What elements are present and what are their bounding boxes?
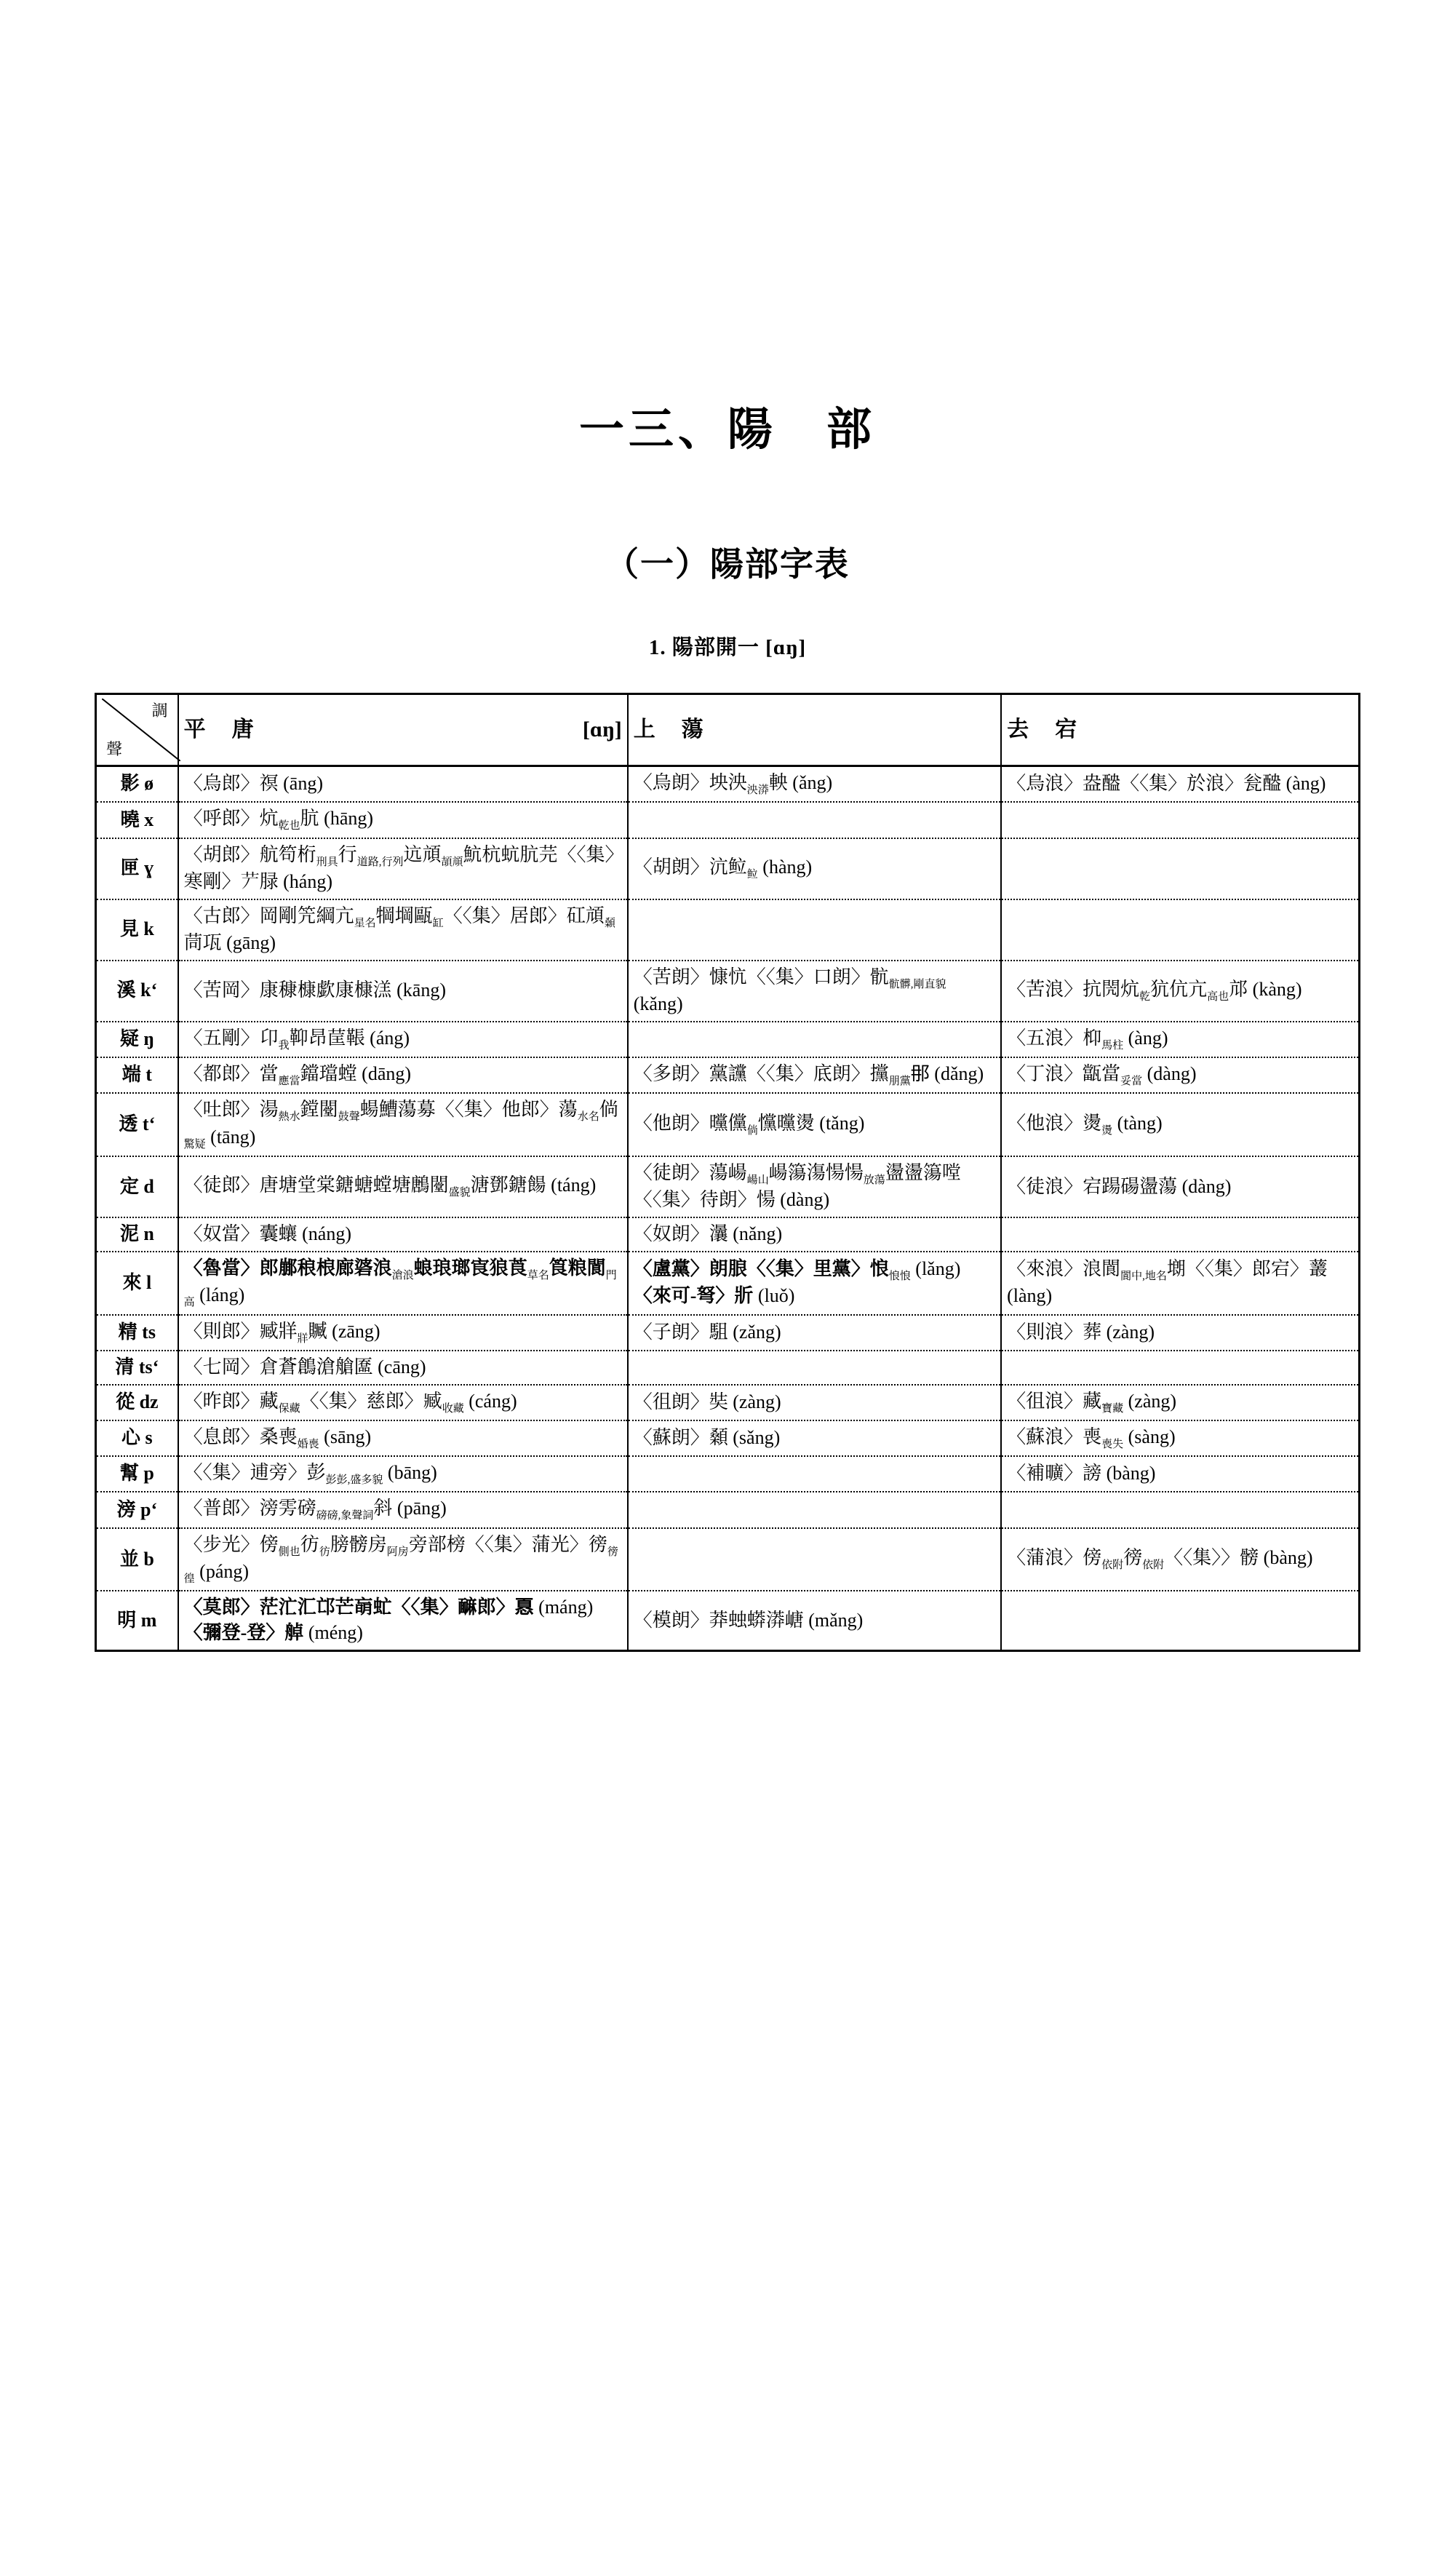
ping-cell: 〈〈集〉逋旁〉彭$_{彭彭,盛多貌}$ (bāng) xyxy=(178,1456,628,1492)
shang-cell: 〈蘇朗〉顙 (sǎng) xyxy=(628,1420,1001,1456)
shang-cell xyxy=(628,1456,1001,1492)
initial-cell: 泥 n xyxy=(96,1217,178,1252)
table-row xyxy=(96,1252,1360,1315)
table-row xyxy=(96,766,1360,803)
header-ping xyxy=(178,694,628,766)
table-row xyxy=(96,1528,1360,1591)
qu-cell xyxy=(1001,1591,1359,1650)
header-qu-tone: 去 xyxy=(1007,717,1029,742)
corner-initial-label: 聲 xyxy=(106,739,123,758)
qu-cell: 〈蘇浪〉喪$_{喪失}$ (sàng) xyxy=(1001,1420,1359,1456)
initial-cell: 定 d xyxy=(96,1156,178,1217)
table-row xyxy=(96,1385,1360,1420)
ping-cell: 〈普郎〉滂雱磅$_{磅磅,象聲詞}$斜 (pāng) xyxy=(178,1492,628,1527)
qu-cell xyxy=(1001,899,1359,961)
qu-cell: 〈五浪〉枊$_{馬柱}$ (àng) xyxy=(1001,1022,1359,1057)
shang-cell xyxy=(628,1022,1001,1057)
table-row xyxy=(96,1315,1360,1351)
initial-cell: 心 s xyxy=(96,1420,178,1456)
shang-cell: 〈苦朗〉慷忼〈〈集〉口朗〉骯$_{骯髒,剛直貌}$ (kǎng) xyxy=(628,961,1001,1022)
qu-cell: 〈烏浪〉盎醠〈〈集〉於浪〉瓮醠 (àng) xyxy=(1001,766,1359,803)
table-row xyxy=(96,961,1360,1022)
header-qu-rhyme: 宕 xyxy=(1055,717,1077,742)
table-row xyxy=(96,1217,1360,1252)
header-ping-tone: 平 xyxy=(183,717,206,742)
shang-cell: 〈他朗〉曭儻$_倘$戃曭燙 (tǎng) xyxy=(628,1093,1001,1156)
corner-tone-label: 調 xyxy=(151,701,168,720)
qu-cell xyxy=(1001,1492,1359,1527)
initial-cell: 影 ø xyxy=(96,766,178,803)
shang-cell: 〈徒朗〉蕩崵$_{崵山}$崵簜漡愓愓$_{放蕩}$盪盪簜嘡〈〈集〉待朗〉愓 (dàng) xyxy=(628,1156,1001,1217)
qu-cell xyxy=(1001,1217,1359,1252)
shang-cell xyxy=(628,1492,1001,1527)
shang-cell: 〈子朗〉駔 (zǎng) xyxy=(628,1315,1001,1351)
qu-cell: 〈他浪〉燙$_燙$ (tàng) xyxy=(1001,1093,1359,1156)
ping-cell: 〈則郎〉臧牂$_牂$贓 (zāng) xyxy=(178,1315,628,1351)
ping-cell: 〈胡郎〉航笱桁$_{刑具}$行$_{道路,行列}$迒頏$_{頡頏}$魧杭蚢肮芫〈〈集〉寒剛〉𦫺䐂 (háng) xyxy=(178,838,628,899)
table-row xyxy=(96,1456,1360,1492)
rhyme-table xyxy=(95,693,1360,1652)
qu-cell: 〈苦浪〉抗閌炕$_乾$犺伉亢$_{高也}$邟 (kàng) xyxy=(1001,961,1359,1022)
initial-cell: 幫 p xyxy=(96,1456,178,1492)
shang-cell xyxy=(628,802,1001,838)
ping-cell: 〈吐郎〉湯$_{熱水}$鏜闛$_{鼓聲}$蝪鰽蕩募〈〈集〉他郎〉蕩$_{水名}$倘$_{驚疑}$ (tāng) xyxy=(178,1093,628,1156)
table-row xyxy=(96,899,1360,961)
chapter-title: 一三、陽 部 xyxy=(578,405,876,455)
shang-cell: 〈奴朗〉㶞 (nǎng) xyxy=(628,1217,1001,1252)
initial-cell: 疑 ŋ xyxy=(96,1022,178,1057)
ping-cell: 〈烏郎〉䄙 (āng) xyxy=(178,766,628,803)
shang-cell xyxy=(628,1351,1001,1385)
qu-cell: 〈則浪〉葬 (zàng) xyxy=(1001,1315,1359,1351)
initial-cell: 清 tsʻ xyxy=(96,1351,178,1385)
initial-cell: 並 b xyxy=(96,1528,178,1591)
qu-cell: 〈蒲浪〉傍$_{依附}$徬$_{依附}$〈〈集〉〉髈 (bàng) xyxy=(1001,1528,1359,1591)
section-title: （一）陽部字表 xyxy=(605,546,850,583)
table-header-row xyxy=(96,694,1360,766)
table-row xyxy=(96,838,1360,899)
shang-cell: 〈徂朗〉奘 (zàng) xyxy=(628,1385,1001,1420)
initial-cell: 從 dz xyxy=(96,1385,178,1420)
table-row xyxy=(96,802,1360,838)
ping-cell: 〈七岡〉倉蒼鶬滄艙匲 (cāng) xyxy=(178,1351,628,1385)
shang-cell: 〈多朗〉黨讜〈〈集〉底朗〉攩$_{朋黨}$𨙻 (dǎng) xyxy=(628,1057,1001,1093)
header-qu xyxy=(1001,694,1359,766)
ping-cell: 〈苦岡〉康穅槺歔康槺溔 (kāng) xyxy=(178,961,628,1022)
qu-cell: 〈丁浪〉㽆當$_{妥當}$ (dàng) xyxy=(1001,1057,1359,1093)
ping-cell: 〈都郎〉當$_{應當}$鐺璫螳 (dāng) xyxy=(178,1057,628,1093)
ping-cell: 〈呼郎〉炕$_{乾也}$肮 (hāng) xyxy=(178,802,628,838)
initial-cell: 精 ts xyxy=(96,1315,178,1351)
header-shang-tone: 上 xyxy=(633,717,655,742)
table-row xyxy=(96,1351,1360,1385)
qu-cell: 〈補曠〉謗 (bàng) xyxy=(1001,1456,1359,1492)
table-row xyxy=(96,1057,1360,1093)
qu-cell: 〈徂浪〉藏$_{寶藏}$ (zàng) xyxy=(1001,1385,1359,1420)
qu-cell xyxy=(1001,838,1359,899)
initial-cell: 溪 kʻ xyxy=(96,961,178,1022)
initial-cell: 明 m xyxy=(96,1591,178,1650)
table-row xyxy=(96,1420,1360,1456)
initial-cell: 來 l xyxy=(96,1252,178,1315)
ping-cell: 〈步光〉傍$_{側也}$彷$_彷$膀髈房$_{阿房}$旁部榜〈〈集〉蒲光〉徬$_{徬徨}$ (páng) xyxy=(178,1528,628,1591)
initial-cell: 曉 x xyxy=(96,802,178,838)
subsection-title: 1. 陽部開一 [ɑŋ] xyxy=(648,636,807,659)
ping-cell: 〈息郎〉桑喪$_{婚喪}$ (sāng) xyxy=(178,1420,628,1456)
shang-cell xyxy=(628,899,1001,961)
ping-cell: 〈魯當〉郎䣙稂桹廊碆浪$_{滄浪}$蜋琅瑯㝗狼莨$_{草名}$筤粮閬$_{門高}$ (láng) xyxy=(178,1252,628,1315)
table-row xyxy=(96,1156,1360,1217)
corner-header-cell xyxy=(96,694,178,766)
ping-cell: 〈五剛〉卬$_我$䩕昂䒰䩨 (áng) xyxy=(178,1022,628,1057)
shang-cell: 〈烏朗〉坱泱$_{泱漭}$軮 (ǎng) xyxy=(628,766,1001,803)
table-row xyxy=(96,1492,1360,1527)
qu-cell: 〈徒浪〉宕踼碭盪蕩 (dàng) xyxy=(1001,1156,1359,1217)
ping-cell: 〈徒郎〉唐塘堂棠鎕螗螳塘鶶闛$_{盛貌}$溏鄧鎕餳 (táng) xyxy=(178,1156,628,1217)
ping-cell: 〈奴當〉囊蠰 (náng) xyxy=(178,1217,628,1252)
document-page xyxy=(0,393,1455,2576)
qu-cell xyxy=(1001,1351,1359,1385)
initial-cell: 匣 ɣ xyxy=(96,838,178,899)
table-row xyxy=(96,1093,1360,1156)
header-ping-rhyme: 唐 xyxy=(231,717,254,742)
initial-cell: 透 tʻ xyxy=(96,1093,178,1156)
shang-cell xyxy=(628,1528,1001,1591)
header-shang-rhyme: 蕩 xyxy=(681,717,703,742)
qu-cell: 〈來浪〉浪閬$_{閬中,地名}$㙟〈〈集〉郎宕〉䕺 (làng) xyxy=(1001,1252,1359,1315)
header-ping-ipa: [ɑŋ] xyxy=(582,717,622,742)
shang-cell: 〈胡朗〉沆䲞$_䲞$ (hàng) xyxy=(628,838,1001,899)
shang-cell: 〈模朗〉莽䖵蟒漭嵣 (mǎng) xyxy=(628,1591,1001,1650)
table-row xyxy=(96,1591,1360,1650)
qu-cell xyxy=(1001,802,1359,838)
ping-cell: 〈昨郎〉藏$_{保藏}$〈〈集〉慈郎〉臧$_{收藏}$ (cáng) xyxy=(178,1385,628,1420)
initial-cell: 端 t xyxy=(96,1057,178,1093)
initial-cell: 滂 pʻ xyxy=(96,1492,178,1527)
shang-cell: 〈盧黨〉朗朖〈〈集〉里黨〉悢$_{悢悢}$ (lǎng) 〈來可-弩〉斨 (luǒ) xyxy=(628,1252,1001,1315)
ping-cell: 〈莫郎〉茫汒汇邙芒朚虻〈〈集〉䩋郎〉𢝊 (máng)〈彌登-登〉䑲 (méng) xyxy=(178,1591,628,1650)
header-shang xyxy=(628,694,1001,766)
table-row xyxy=(96,1022,1360,1057)
ping-cell: 〈古郎〉岡剛笐綱亢$_{星名}$犅堈甌$_缸$〈〈集〉居郎〉矼頏$_顙$茼瓨 (gāng) xyxy=(178,899,628,961)
initial-cell: 見 k xyxy=(96,899,178,961)
